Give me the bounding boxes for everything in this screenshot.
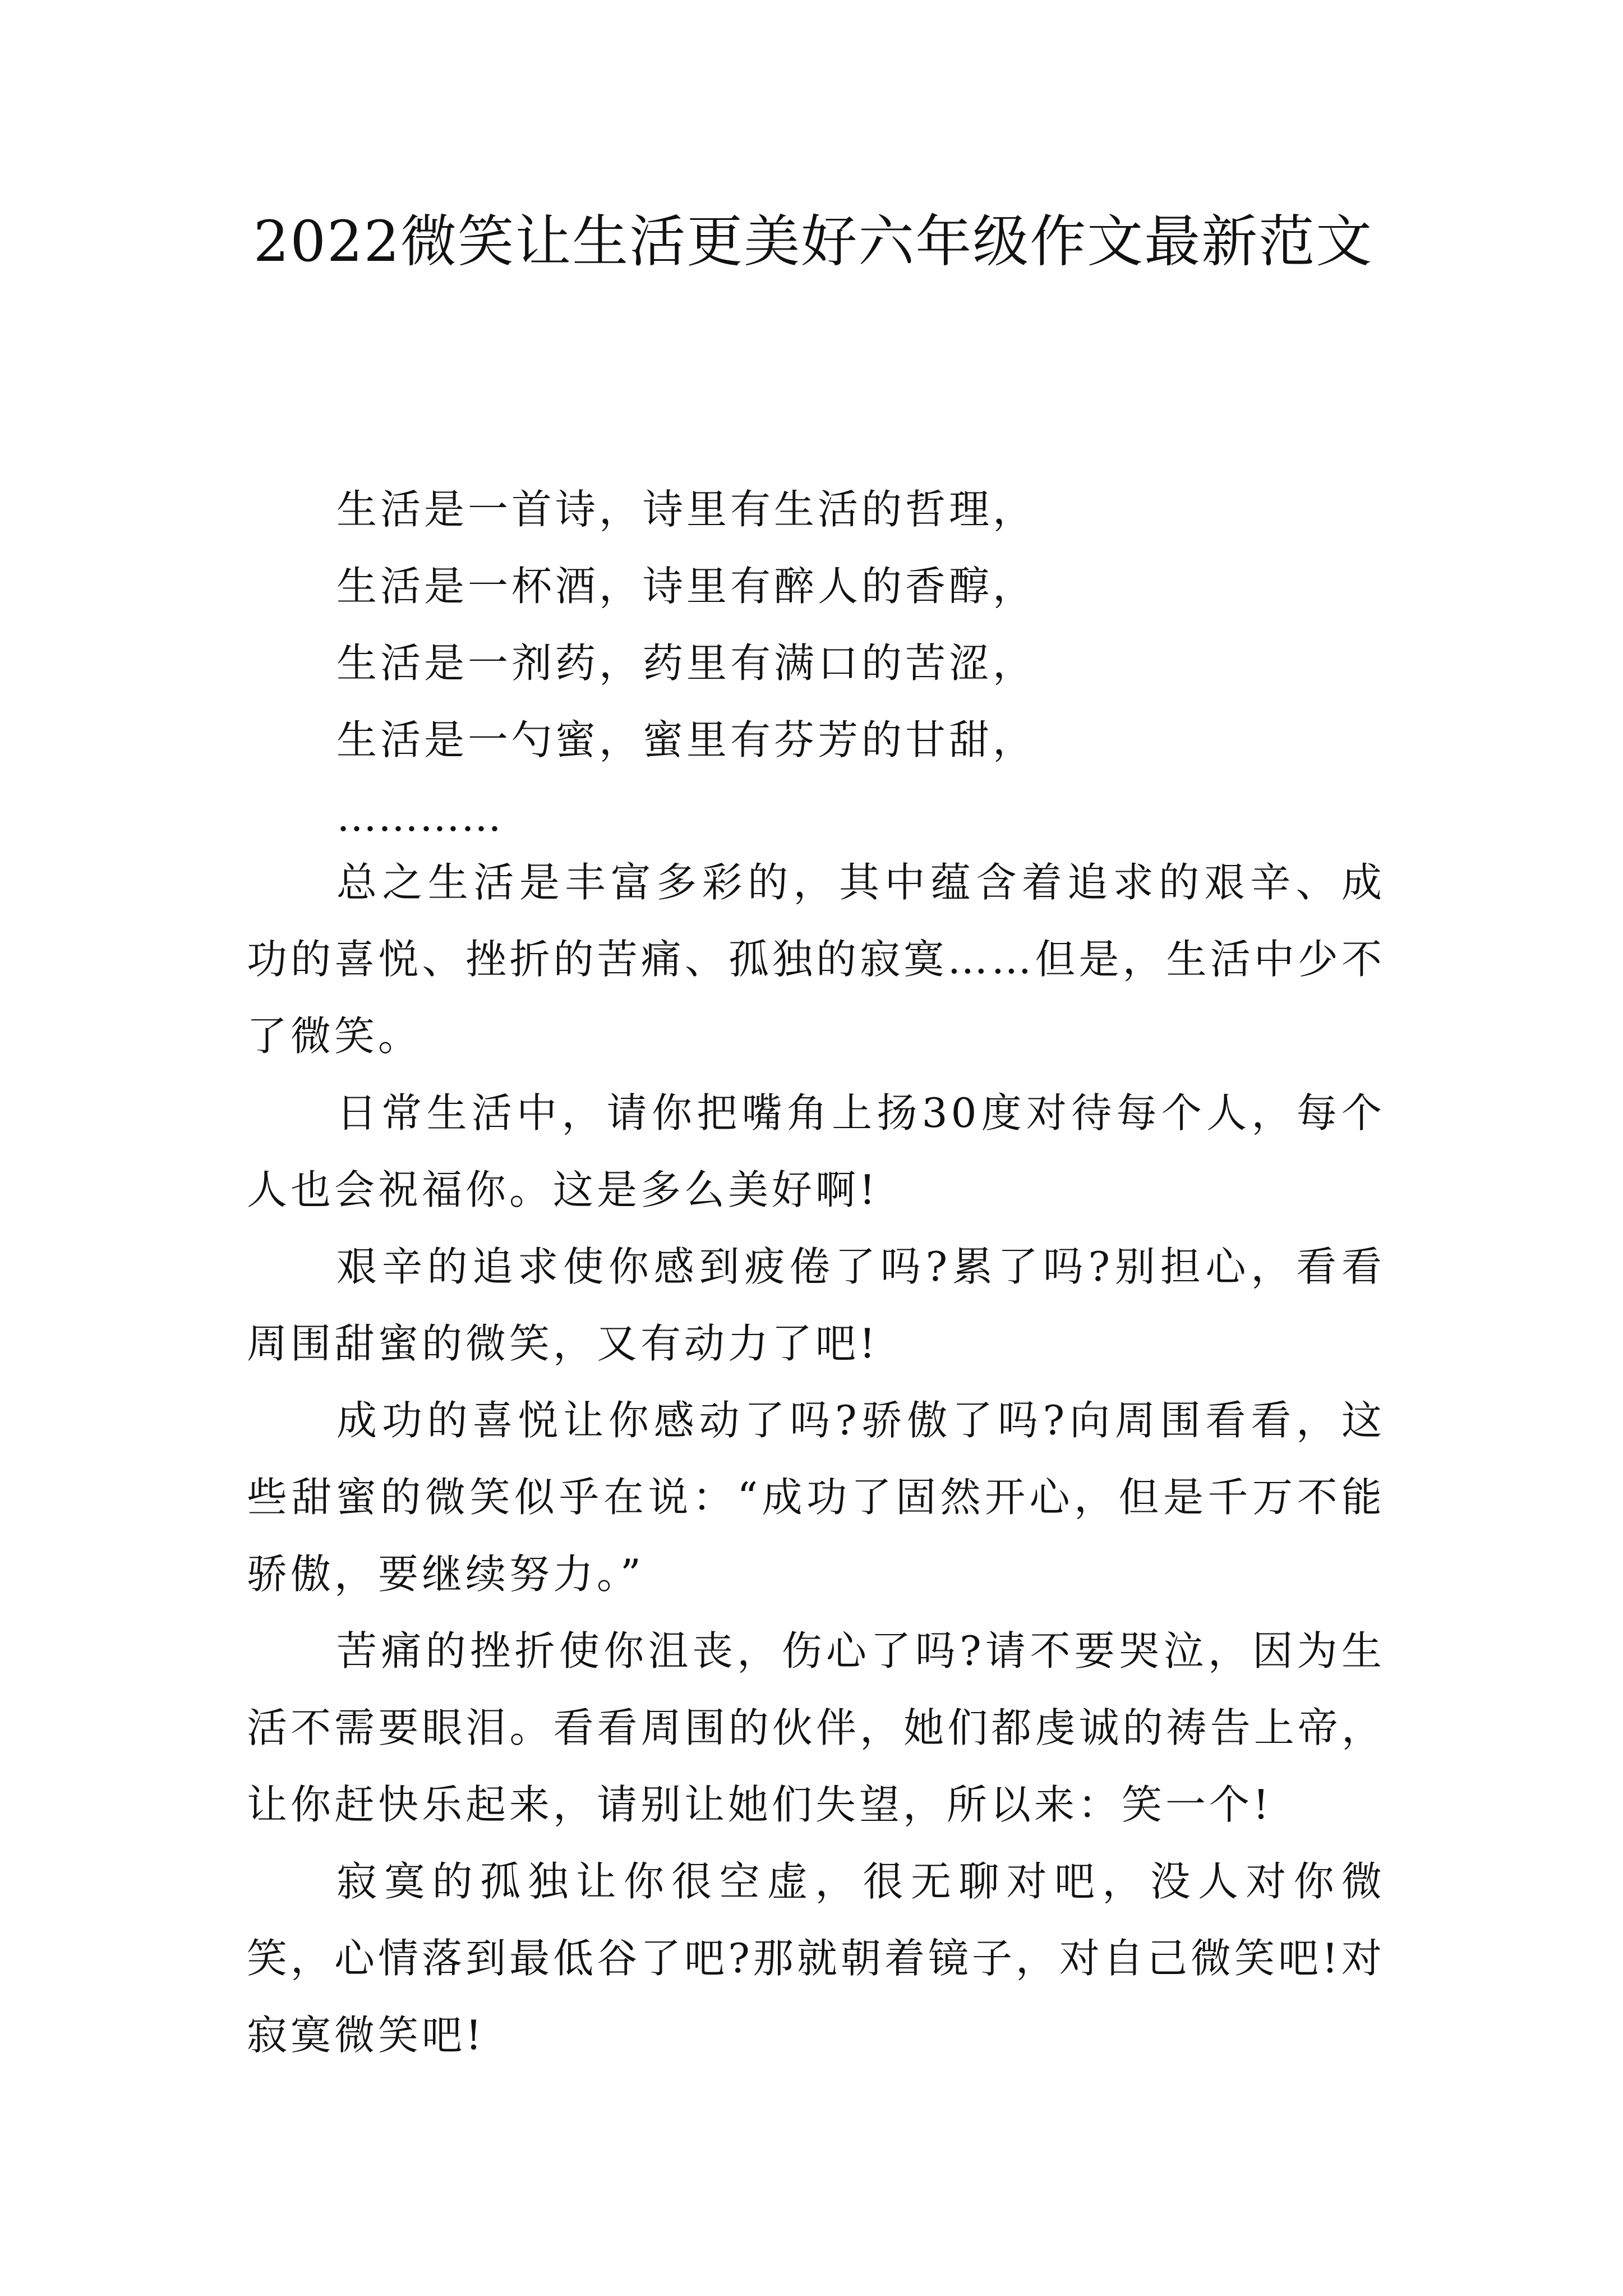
paragraph: 寂寞的孤独让你很空虚，很无聊对吧，没人对你微笑，心情落到最低谷了吧?那就朝着镜子，对自己微笑吧!对寂寞微笑吧! [247,1858,1385,2059]
paragraph: 艰辛的追求使你感到疲倦了吗?累了吗?别担心，看看周围甜蜜的微笑，又有动力了吧! [247,1243,1385,1367]
document-title: 2022微笑让生活更美好六年级作文最新范文 [253,209,1373,274]
paragraph: 总之生活是丰富多彩的，其中蕴含着追求的艰辛、成功的喜悦、挫折的苦痛、孤独的寂寞……但是，生活中少不了微笑。 [247,859,1385,1060]
paragraph: 苦痛的挫折使你沮丧，伤心了吗?请不要哭泣，因为生活不需要眼泪。看看周围的伙伴，她们都虔诚的祷告上帝，让你赶快乐起来，请别让她们失望，所以来：笑一个! [247,1627,1385,1828]
poem-line: 生活是一剂药，药里有满口的苦涩， [336,639,1037,687]
poem-ellipsis: ………… [336,793,502,840]
paragraph: 日常生活中，请你把嘴角上扬30度对待每个人，每个人也会祝福你。这是多么美好啊! [247,1089,1385,1213]
poem-line: 生活是一杯酒，诗里有醉人的香醇， [336,563,1037,610]
poem-block [336,471,1036,855]
paragraph: 成功的喜悦让你感动了吗?骄傲了吗?向周围看看，这些甜蜜的微笑似乎在说：“成功了固然开心，但是千万不能骄傲，要继续努力。” [247,1397,1385,1598]
poem-line: 生活是一首诗，诗里有生活的哲理， [336,486,1037,533]
document-body [247,844,1385,2074]
poem-line: 生活是一勺蜜，蜜里有芬芳的甘甜， [336,716,1037,763]
